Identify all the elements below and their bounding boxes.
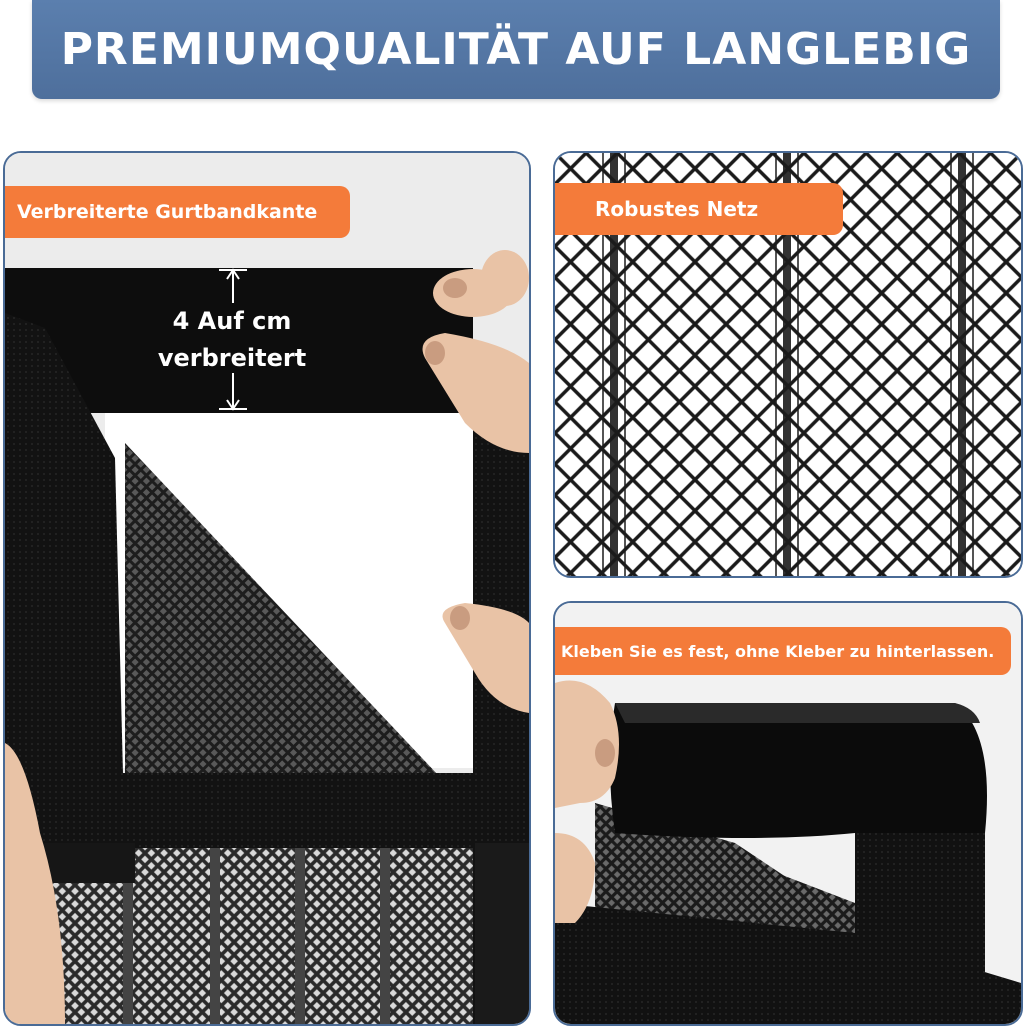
tag-label: Robustes Netz [595,197,759,221]
webbing-edge-photo [5,153,529,1024]
feature-tag-mesh [555,183,843,235]
feature-tag-adhesive [555,627,1011,675]
mesh-panel [553,151,1023,578]
callout-line-2: verbreitert [157,344,307,372]
tag-label: Kleben Sie es fest, ohne Kleber zu hinterlassen. [561,641,995,661]
webbing-edge-panel [3,151,531,1026]
width-callout [137,303,327,377]
title-banner [32,0,1000,99]
callout-line-1: 4 Auf cm [172,307,292,335]
feature-tag-webbing [5,186,350,238]
banner-title: PREMIUMQUALITÄT AUF LANGLEBIG [60,24,972,75]
adhesive-panel [553,601,1023,1026]
tag-label: Verbreiterte Gurtbandkante [17,201,318,223]
